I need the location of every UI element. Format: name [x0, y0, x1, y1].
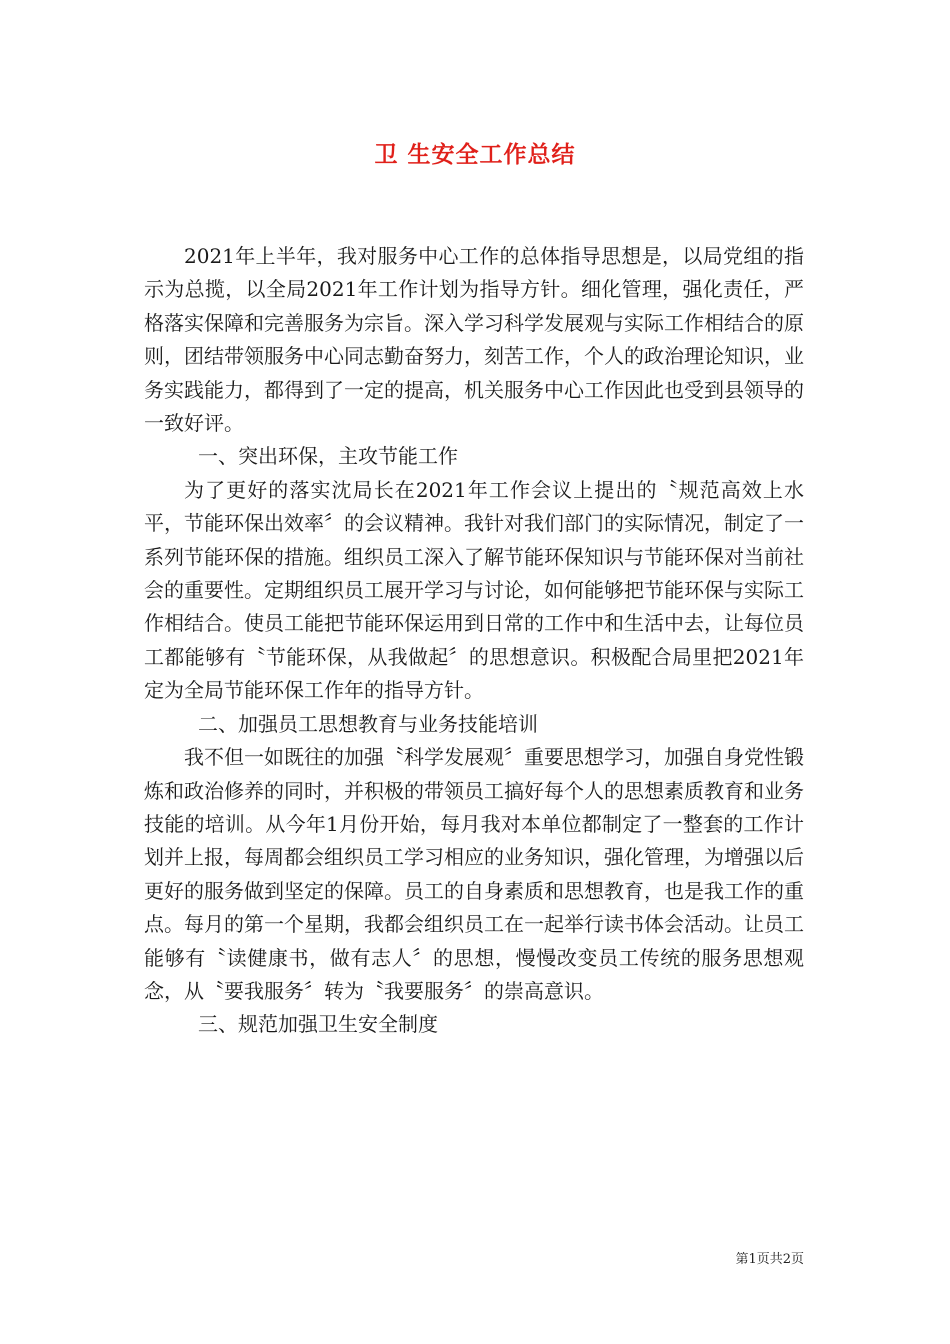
- section-heading-3: 三、规范加强卫生安全制度: [198, 1012, 438, 1037]
- paragraph-section-1: 为了更好的落实沈局长在2021年工作会议上提出的〝规范高效上水平，节能环保出效率〞的会议精神。我针对我们部门的实际情况，制定了一系列节能环保的措施。组织员工深入了解节能环保知识与节能环保对当前社会的重要性。定期组织员工展开学习与讨论，如何能够把节能环保与实际工作相结合。使员工能把节能环保运用到日常的工作中和生活中去，让每位员工都能够有〝节能环保，从我做起〞的思想意识。积极配合局里把2021年定为全局节能环保工作年的指导方针。: [144, 477, 804, 703]
- document-body: [144, 240, 804, 1042]
- section-heading-1: 一、突出环保，主攻节能工作: [198, 444, 458, 469]
- section-heading-2: 二、加强员工思想教育与业务技能培训: [198, 711, 538, 736]
- page-title: 卫 生安全工作总结: [374, 142, 576, 168]
- paragraph-section-2: 我不但一如既往的加强〝科学发展观〞重要思想学习，加强自身党性锻炼和政治修养的同时，并积极的带领员工搞好每个人的思想素质教育和业务技能的培训。从今年1月份开始，每月我对本单位都制定了一整套的工作计划并上报，每周都会组织员工学习相应的业务知识，强化管理，为增强以后更好的服务做到坚定的保障。员工的自身素质和思想教育，也是我工作的重点。每月的第一个星期，我都会组织员工在一起举行读书体会活动。让员工能够有〝读健康书，做有志人〞的思想，慢慢改变员工传统的服务思想观念，从〝要我服务〞转为〝我要服务〞的崇高意识。: [144, 745, 804, 1003]
- paragraph-intro: 2021年上半年，我对服务中心工作的总体指导思想是，以局党组的指示为总揽，以全局2021年工作计划为指导方针。细化管理，强化责任，严格落实保障和完善服务为宗旨。深入学习科学发展观与实际工作相结合的原则，团结带领服务中心同志勤奋努力，刻苦工作，个人的政治理论知识，业务实践能力，都得到了一定的提高，机关服务中心工作因此也受到县领导的一致好评。: [144, 244, 804, 436]
- page-number: 第1页共2页: [735, 1252, 804, 1267]
